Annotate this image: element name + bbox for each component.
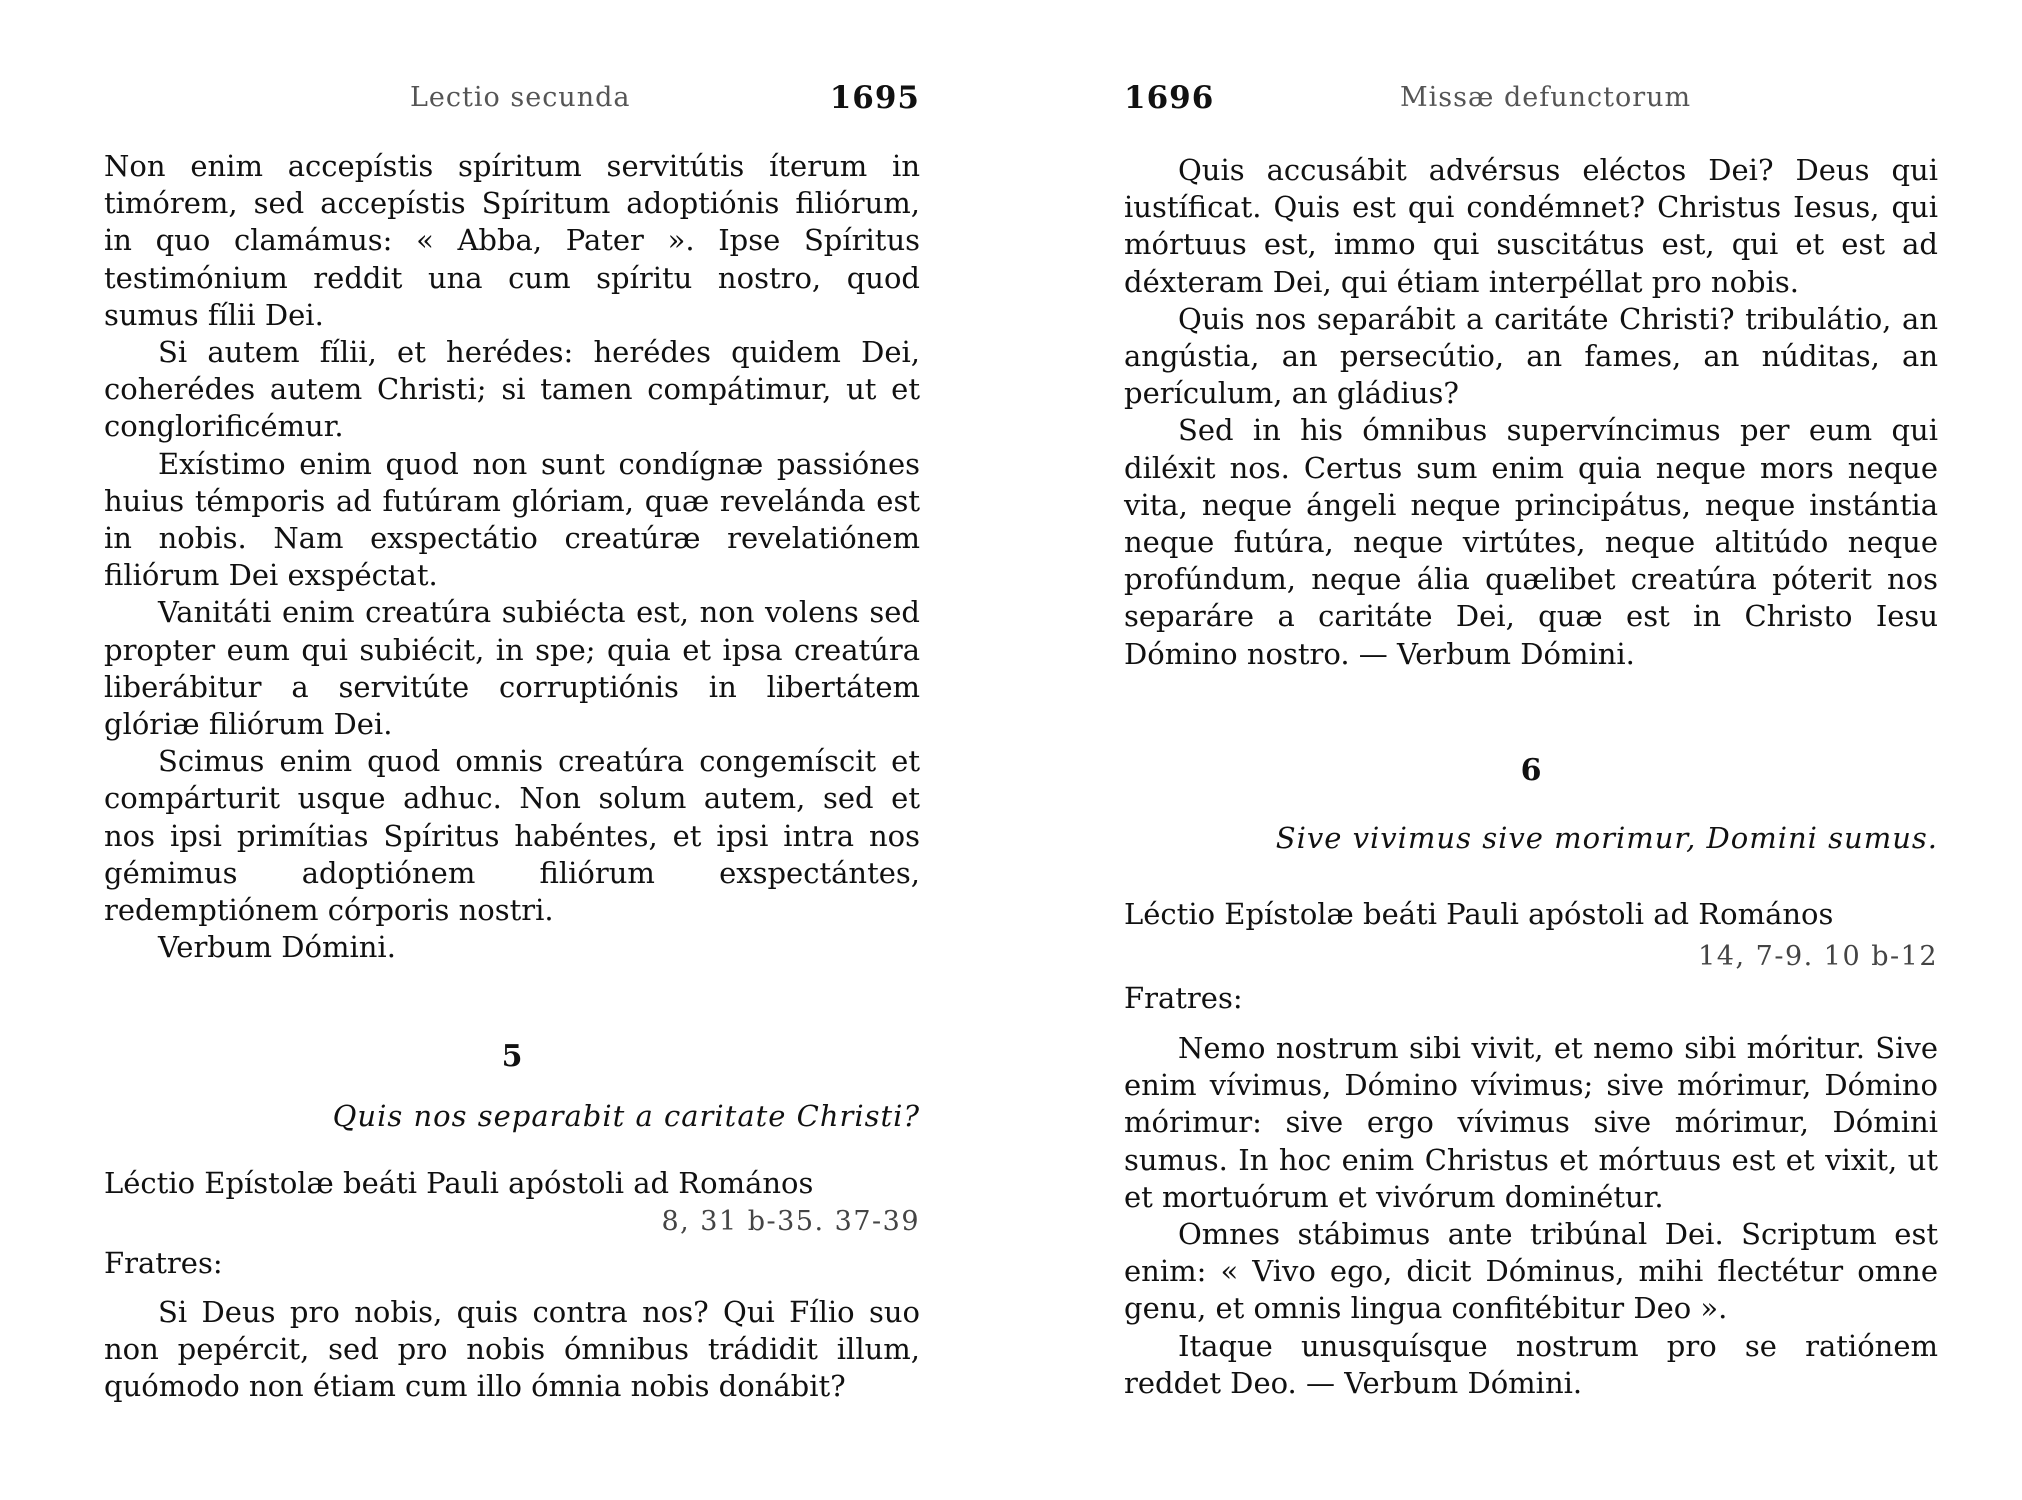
right-section-motto: Sive vivimus sive morimur, Domini sumus. [1275,821,1938,855]
right-section-number: 6 [1520,753,1542,788]
right-paragraph-1: Quis accusábit advérsus eléctos Dei? Deus qui iustíficat. Quis est qui condémnet? Christus Iesus, qui mórtuus est, immo qui suscitátus est, qui et est ad déxteram Dei, qui étiam interpéllat pro nobis. [1124,153,1938,299]
left-reading-continuation [104,148,920,966]
left-lectio-heading: Léctio Epístolæ beáti Pauli apóstoli ad Romános [104,1166,814,1200]
left-closing: Verbum Dómini. [158,930,396,965]
left-paragraph-4: Vanitáti enim creatúra subiécta est, non volens sed propter eum qui subiécit, in spe; quia et ipsa creatúra liberábitur a servitúte corruptiónis in libertátem glóriæ filiórum Dei. [104,595,920,742]
left-citation: 8, 31 b-35. 37-39 [661,1206,920,1237]
right-citation: 14, 7-9. 10 b-12 [1698,941,1938,972]
right-running-head [1124,82,1938,122]
right-paragraph-3: Sed in his ómnibus supervíncimus per eum qui diléxit nos. Certus sum enim quia neque mors neque vita, neque ángeli neque principátus, neque instántia neque futúra, neque virtútes, neque altitúdo neque profúndum, neque ália quælibet creatúra póterit nos separáre a caritáte Dei, quæ est in Christo Iesu Dómino nostro. — Verbum Dómini. [1124,413,1938,671]
left-running-title: Lectio secunda [410,82,631,113]
right-paragraph-5: Omnes stábimus ante tribúnal Dei. Scriptum est enim: « Vivo ego, dicit Dóminus, mihi flectétur omne genu, et omnis lingua confitébitur Deo ». [1124,1217,1938,1326]
right-page-number: 1696 [1124,80,1215,116]
right-reading-start [1124,1030,1938,1402]
left-section-number: 5 [501,1039,523,1074]
right-running-title: Missæ defunctorum [1400,82,1692,113]
right-page [1124,0,1938,1500]
left-paragraph-6: Si Deus pro nobis, quis contra nos? Qui Fílio suo non pepércit, sed pro nobis ómnibus trádidit illum, quómodo non étiam cum illo ómnia nobis donábit? [104,1295,920,1404]
right-paragraph-2: Quis nos separábit a caritáte Christi? tribulátio, an angústia, an persecútio, an fames, an núditas, an perículum, an gládius? [1124,301,1938,411]
left-paragraph-5: Scimus enim quod omnis creatúra congemíscit et compárturit usque adhuc. Non solum autem, sed et nos ipsi primítias Spíritus habéntes, et ipsi intra nos gémimus adoptiónem filiórum exspectántes, redemptiónem córporis nostri. [104,744,920,928]
right-paragraph-6: Itaque unusquísque nostrum pro se ratiónem reddet Deo. — Verbum Dómini. [1124,1328,1938,1400]
right-reading-continuation [1124,152,1938,673]
left-paragraph-1: Non enim accepístis spíritum servitútis íterum in timórem, sed accepístis Spíritum adoptiónis filiórum, in quo clamámus: « Abba, Pater ». Ipse Spíritus testimónium reddit una cum spíritu nostro, quod sumus fílii Dei. [104,149,920,332]
left-paragraph-2: Si autem fílii, et herédes: herédes quidem Dei, coherédes autem Christi; si tamen compátimur, ut et conglorificémur. [104,335,920,444]
left-section-motto: Quis nos separabit a caritate Christi? [332,1099,920,1133]
left-reading-start [104,1294,920,1406]
left-paragraph-3: Exístimo enim quod non sunt condígnæ passiónes huius témporis ad futúram glóriam, quæ revelánda est in nobis. Nam exspectátio creatúræ revelatiónem filiórum Dei exspéctat. [104,446,920,593]
right-fratres: Fratres: [1124,981,1243,1015]
left-fratres: Fratres: [104,1246,223,1280]
left-page [104,0,920,1500]
left-running-head [104,82,920,122]
right-lectio-heading: Léctio Epístolæ beáti Pauli apóstoli ad Romános [1124,897,1834,931]
left-page-number: 1695 [829,80,920,116]
right-paragraph-4: Nemo nostrum sibi vivit, et nemo sibi móritur. Sive enim vívimus, Dómino vívimus; sive mórimur, Dómino mórimur: sive ergo vívimus sive mórimur, Dómini sumus. In hoc enim Christus et mórtuus est et vixit, ut et mortuórum et vivórum dominétur. [1124,1031,1938,1214]
